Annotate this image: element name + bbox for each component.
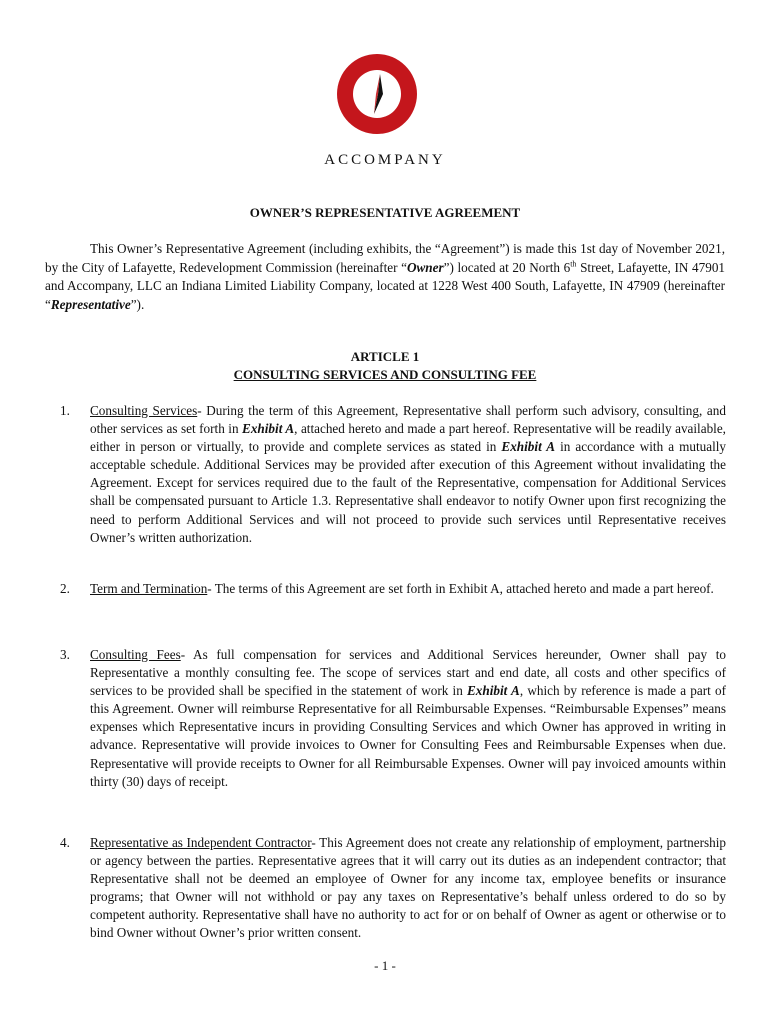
page-number: - 1 - <box>374 958 396 973</box>
logo-wordmark: ACCOMPANY <box>324 152 446 168</box>
logo-mark-icon <box>322 40 448 150</box>
list-item: 4. Representative as Independent Contractor- This Agreement does not create any relationship of employment, partnership or agency between the parties. Representative agrees that it will carry out its duties as an independent contractor; that Representative shall not be deemed an employee of Owner for any income tax, employee benefits or insurance programs; that Owner will not withhold or pay any taxes on Representative’s behalf unless ordered to do so by competent authority. Representative shall have no authority to act for or on behalf of Owner as agent or otherwise or to bind Owner without Owner’s prior written consent. <box>60 835 727 941</box>
document-title: OWNER’S REPRESENTATIVE AGREEMENT <box>249 205 521 220</box>
article-title: CONSULTING SERVICES AND CONSULTING FEE <box>233 367 537 382</box>
article-heading <box>0 348 770 384</box>
list-item: 2. Term and Termination- The terms of this Agreement are set forth in Exhibit A, attached hereto and made a part hereof. <box>60 581 714 596</box>
list-item: 3. Consulting Fees- As full compensation for services and Additional Services hereunder, Owner shall pay to Representative a monthly consulting fee. The scope of services start and end date, all costs and other specifics of services to be provided shall be specified in the statement of work in Exhibit A, which by reference is made a part of this Agreement. Owner will reimburse Representative for all Reimbursable Expenses. “Reimbursable Expenses” means expenses which Representative incurs in providing Consulting Services and which Owner has approved in writing in advance. Representative will provide invoices to Owner for Consulting Fees and Reimbursable Expenses when due. Representative will provide receipts to Owner for all Reimbursable Expenses. Owner will pay invoiced amounts within thirty (30) days of receipt. <box>60 647 727 789</box>
accompany-logo <box>322 40 448 180</box>
list-item: 1. Consulting Services- During the term of this Agreement, Representative shall perform such advisory, consulting, and other services as set forth in Exhibit A, attached hereto and made a part hereof. Representative will be readily available, either in person or virtually, to provide and complete services as stated in Exhibit A in accordance with a mutually acceptable schedule. Additional Services may be provided after execution of this Agreement without invalidating the Agreement. Except for services required due to the fault of the Representative, compensation for Additional Services shall be compensated pursuant to Article 1.3. Representative shall endeavor to notify Owner upon first recognizing the need to perform Additional Services and will not proceed to provide such services until Representative receives Owner’s written authorization. <box>60 403 726 545</box>
article-number: ARTICLE 1 <box>350 349 420 364</box>
intro-paragraph: This Owner’s Representative Agreement (including exhibits, the “Agreement”) is made this 1st day of November 2021, by the City of Lafayette, Redevelopment Commission (hereinafter “Owner”) located at 20 North 6th Street, Lafayette, IN 47901 and Accompany, LLC an Indiana Limited Liability Company, located at 1228 West 400 South, Lafayette, IN 47909 (hereinafter “Representative”). <box>45 241 726 312</box>
